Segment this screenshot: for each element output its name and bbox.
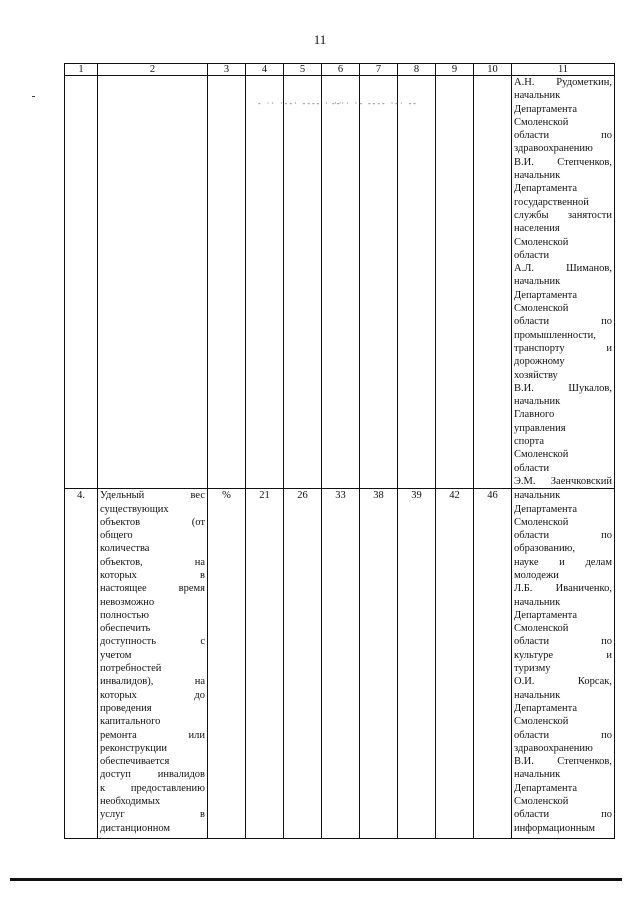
bottom-rule: [10, 878, 622, 881]
text-line: начальник: [514, 689, 561, 701]
indicator-table: [64, 63, 615, 839]
text-line: ремонта или: [100, 729, 205, 741]
text-line: В.И. Степченков,: [514, 756, 612, 768]
text-line: объектов (от: [100, 516, 205, 528]
value-cell: 38: [360, 489, 398, 839]
text-line: Департамента: [514, 503, 578, 515]
text-line: существующих: [100, 503, 169, 515]
responsible-cell: [512, 489, 615, 839]
scan-artifact: - ·· ·--· ---- · ··: [258, 99, 344, 108]
text-line: службы занятости: [514, 209, 612, 221]
text-line: управления: [514, 422, 566, 434]
text-line: начальник: [514, 596, 561, 608]
text-line: Департамента: [514, 183, 578, 195]
text-line: А.Н. Рудометкин,: [514, 77, 612, 88]
header-row: [65, 64, 615, 76]
scan-artifact: --·· ·- ---- ·-· --: [332, 99, 418, 108]
text-line: области: [514, 249, 550, 261]
text-line: общего: [100, 530, 133, 542]
text-line: Департамента: [514, 103, 578, 115]
text-line: государственной: [514, 196, 589, 208]
text-line: В.И. Шукалов,: [514, 382, 612, 394]
value-cell: 46: [474, 489, 512, 839]
header-cell: 3: [208, 64, 246, 76]
text-line: начальник: [514, 769, 561, 781]
header-cell: 11: [512, 64, 615, 76]
header-cell: 1: [65, 64, 98, 76]
text-line: Л.Б. Иваниченко,: [514, 583, 612, 595]
responsible-list: [514, 76, 612, 488]
text-line: области по: [514, 316, 612, 328]
header-cell: 5: [284, 64, 322, 76]
text-line: здравоохранению: [514, 143, 593, 155]
text-line: начальник: [514, 90, 561, 102]
indicator-text: [100, 489, 205, 835]
text-line: начальник: [514, 170, 561, 182]
text-line: Смоленской: [514, 236, 569, 248]
text-line: информационным: [514, 822, 596, 834]
text-line: дорожному: [514, 356, 565, 368]
text-line: Смоленской: [514, 623, 569, 635]
text-line: доступ инвалидов: [100, 769, 205, 781]
indicator-cell: [98, 489, 208, 839]
value-cell: 39: [398, 489, 436, 839]
text-line: области: [514, 462, 550, 474]
text-line: Смоленской: [514, 796, 569, 808]
text-line: науке и делам: [514, 556, 612, 568]
header-cell: 7: [360, 64, 398, 76]
responsible-cell-continued: [512, 76, 615, 489]
text-line: доступность с: [100, 636, 205, 648]
header-cell: 9: [436, 64, 474, 76]
header-cell: 6: [322, 64, 360, 76]
text-line: Удельный вес: [100, 490, 205, 502]
header-cell: 10: [474, 64, 512, 76]
text-line: области по: [514, 530, 612, 542]
text-line: Смоленской: [514, 303, 569, 315]
text-line: Смоленской: [514, 716, 569, 728]
text-line: невозможно: [100, 596, 155, 608]
text-line: транспорту и: [514, 342, 612, 354]
text-line: настоящее время: [100, 583, 205, 595]
text-line: которых в: [100, 569, 205, 581]
header-cell: 8: [398, 64, 436, 76]
text-line: А.Л. Шиманов,: [514, 263, 612, 275]
text-line: капитального: [100, 716, 161, 728]
text-line: начальник: [514, 490, 561, 502]
text-line: туризму: [514, 663, 551, 675]
text-line: Главного: [514, 409, 555, 421]
text-line: здравоохранению: [514, 742, 593, 754]
text-line: Департамента: [514, 289, 578, 301]
text-line: полностью: [100, 609, 149, 621]
text-line: учетом: [100, 649, 132, 661]
responsible-list: [514, 489, 612, 835]
text-line: промышленности,: [514, 329, 596, 341]
text-line: к предоставлению: [100, 782, 205, 794]
text-line: О.И. Корсак,: [514, 676, 612, 688]
text-line: образованию,: [514, 543, 576, 555]
text-line: услуг в: [100, 809, 205, 821]
text-line: дистанционном: [100, 822, 171, 834]
row-number: 4.: [65, 489, 98, 839]
text-line: Смоленской: [514, 449, 569, 461]
text-line: области по: [514, 729, 612, 741]
text-line: населения: [514, 223, 560, 235]
value-cell: 26: [284, 489, 322, 839]
text-line: начальник: [514, 276, 561, 288]
text-line: которых до: [100, 689, 205, 701]
header-cell: 4: [246, 64, 284, 76]
text-line: молодежи: [514, 569, 559, 581]
text-line: Э.М. Заенчковский: [514, 475, 612, 487]
text-line: области по: [514, 636, 612, 648]
text-line: Департамента: [514, 702, 578, 714]
text-line: культуре и: [514, 649, 612, 661]
table-row-continued: [65, 76, 615, 489]
text-line: области по: [514, 130, 612, 142]
text-line: необходимых: [100, 796, 161, 808]
page-number: 11: [313, 32, 327, 47]
text-line: обеспечить: [100, 623, 151, 635]
text-line: хозяйству: [514, 369, 558, 381]
value-cell: 33: [322, 489, 360, 839]
text-line: потребностей: [100, 663, 162, 675]
text-line: обеспечивается: [100, 756, 170, 768]
value-cell: 21: [246, 489, 284, 839]
text-line: начальник: [514, 396, 561, 408]
unit-cell: %: [208, 489, 246, 839]
text-line: спорта: [514, 436, 545, 448]
header-cell: 2: [98, 64, 208, 76]
text-line: инвалидов), на: [100, 676, 205, 688]
text-line: реконструкции: [100, 742, 168, 754]
text-line: Смоленской: [514, 116, 569, 128]
text-line: Департамента: [514, 609, 578, 621]
text-line: Департамента: [514, 782, 578, 794]
table-row-4: [65, 489, 615, 839]
text-line: количества: [100, 543, 150, 555]
text-line: объектов, на: [100, 556, 205, 568]
text-line: проведения: [100, 702, 152, 714]
text-line: В.И. Степченков,: [514, 156, 612, 168]
text-line: области по: [514, 809, 612, 821]
scan-mark: [32, 96, 35, 97]
text-line: Смоленской: [514, 516, 569, 528]
value-cell: 42: [436, 489, 474, 839]
